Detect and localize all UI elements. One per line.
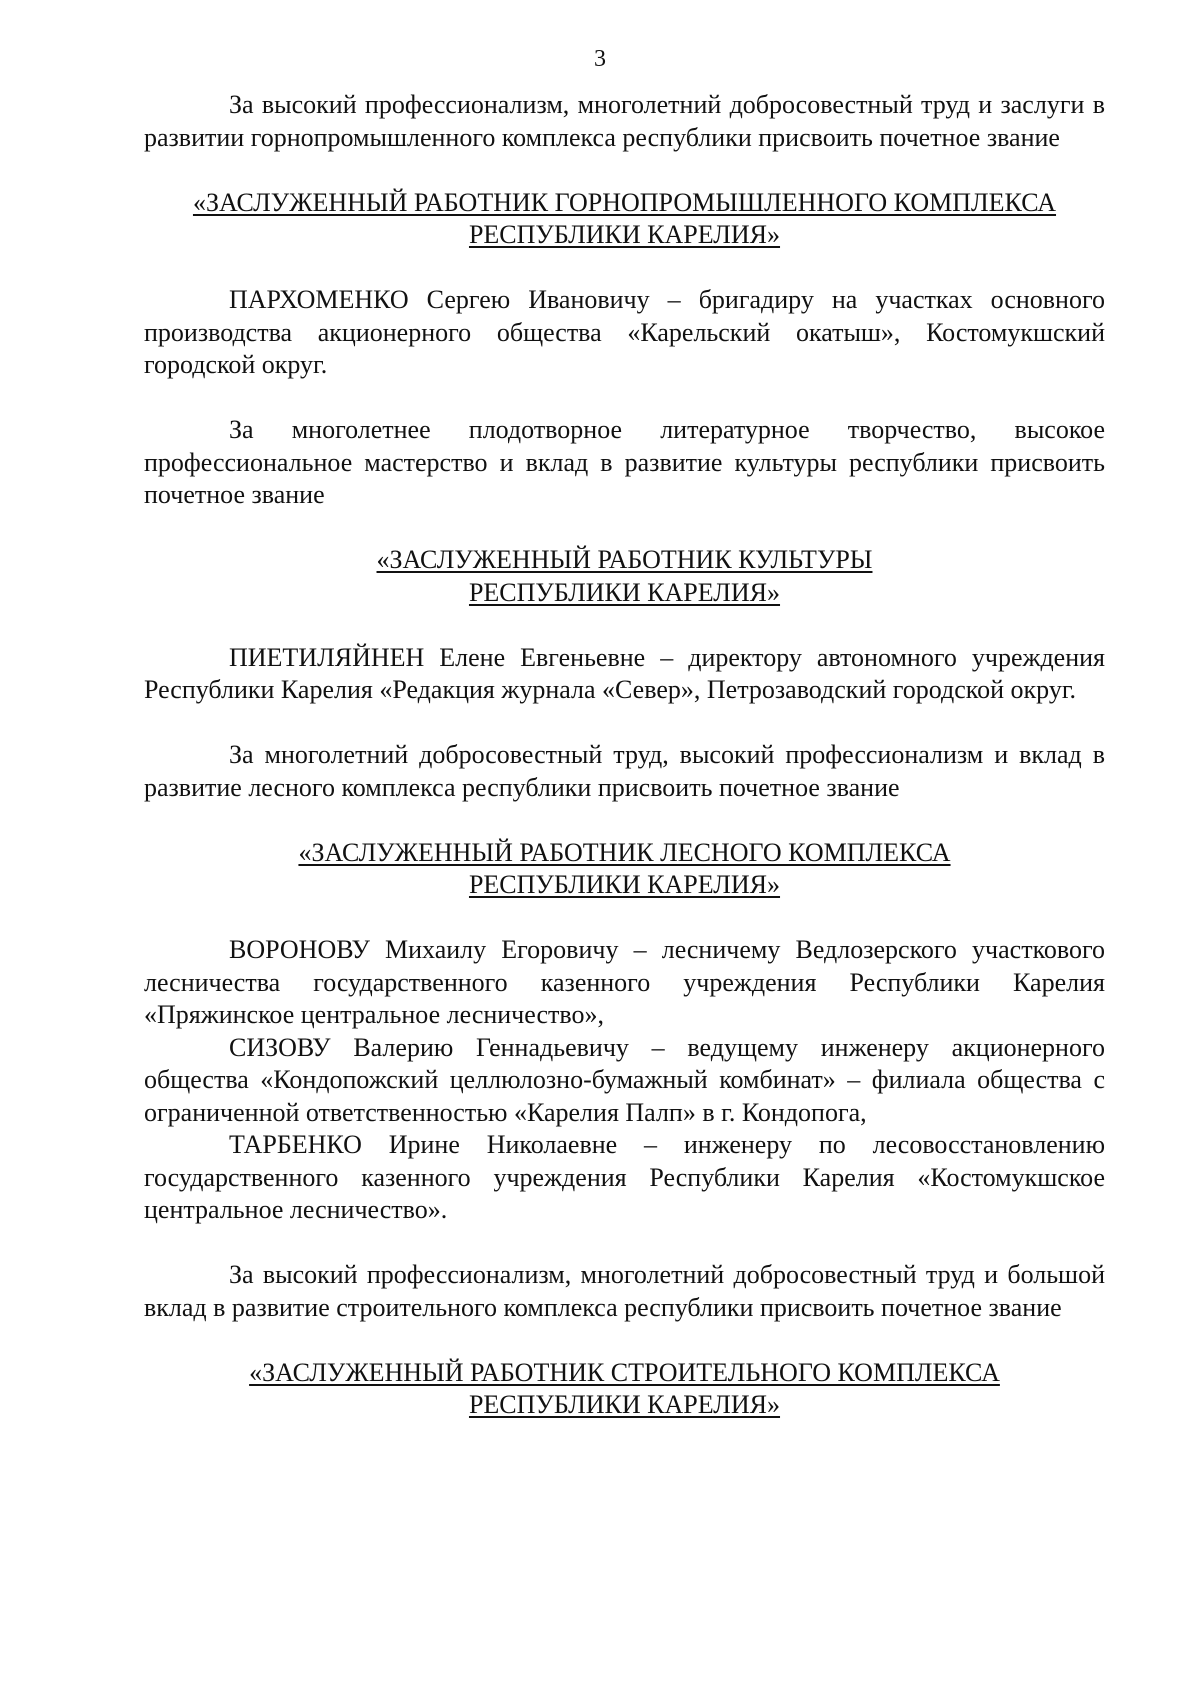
- body-paragraph: За высокий профессионализм, многолетний добросовестный труд и большой вклад в развитие строительного комплекса республики присвоить почетное звание: [144, 1260, 1105, 1322]
- paragraph-spacer: [144, 154, 1105, 187]
- paragraph-spacer: [144, 1227, 1105, 1260]
- body-paragraph: За высокий профессионализм, многолетний добросовестный труд и заслуги в развитии горнопромышленного комплекса республики присвоить почетное звание: [144, 90, 1105, 152]
- paragraph-spacer: [144, 609, 1105, 642]
- body-paragraph: СИЗОВУ Валерию Геннадьевичу – ведущему инженеру акционерного общества «Кондопожский целлюлозно-бумажный комбинат» – филиала общества с ограниченной ответственностью «Карелия Палп» в г. Кондопога,: [144, 1032, 1105, 1127]
- body-paragraph: ВОРОНОВУ Михаилу Егоровичу – лесничему Ведлозерского участкового лесничества государственного казенного учреждения Республики Карелия «Пряжинское центральное лесничество»,: [144, 935, 1105, 1029]
- body-paragraph: ПАРХОМЕНКО Сергею Ивановичу – бригадиру на участках основного производства акционерного общества «Карельский окатыш», Костомукшский городской округ.: [144, 285, 1105, 379]
- body-paragraph: ПИЕТИЛЯЙНЕН Елене Евгеньевне – директору автономного учреждения Республики Карелия «Редакция журнала «Север», Петрозаводский городской округ.: [144, 642, 1105, 704]
- paragraph-spacer: [144, 252, 1105, 285]
- body-paragraph: За многолетний добросовестный труд, высокий профессионализм и вклад в развитие лесного комплекса республики присвоить почетное звание: [144, 740, 1105, 802]
- paragraph-spacer: [144, 707, 1105, 740]
- page-number: 3: [594, 46, 606, 72]
- honorary-title: [144, 187, 1105, 252]
- paragraph-spacer: [144, 382, 1105, 415]
- honorary-title-line: РЕСПУБЛИКИ КАРЕЛИЯ»: [468, 1390, 781, 1419]
- body-paragraph: ТАРБЕНКО Ирине Николаевне – инженеру по лесовосстановлению государственного казенного учреждения Республики Карелия «Костомукшское центральное лесничество».: [144, 1130, 1105, 1224]
- honorary-title-line: «ЗАСЛУЖЕННЫЙ РАБОТНИК СТРОИТЕЛЬНОГО КОМПЛЕКСА: [249, 1357, 1000, 1387]
- honorary-title-line: «ЗАСЛУЖЕННЫЙ РАБОТНИК КУЛЬТУРЫ: [376, 545, 873, 574]
- honorary-title-line: «ЗАСЛУЖЕННЫЙ РАБОТНИК ЛЕСНОГО КОМПЛЕКСА: [298, 837, 951, 867]
- honorary-title: [144, 837, 1105, 902]
- document-body: [144, 89, 1105, 1422]
- body-paragraph: За многолетнее плодотворное литературное творчество, высокое профессиональное мастерство и вклад в развитие культуры республики присвоить почетное звание: [144, 415, 1105, 509]
- paragraph-spacer: [144, 512, 1105, 545]
- honorary-title: [144, 1357, 1105, 1422]
- paragraph-spacer: [144, 1324, 1105, 1357]
- honorary-title-line: РЕСПУБЛИКИ КАРЕЛИЯ»: [468, 870, 781, 899]
- paragraph-spacer: [144, 902, 1105, 935]
- honorary-title-line: РЕСПУБЛИКИ КАРЕЛИЯ»: [468, 220, 781, 249]
- honorary-title: [144, 544, 1105, 609]
- honorary-title-line: «ЗАСЛУЖЕННЫЙ РАБОТНИК ГОРНОПРОМЫШЛЕННОГО КОМПЛЕКСА: [192, 187, 1057, 217]
- paragraph-spacer: [144, 804, 1105, 837]
- honorary-title-line: РЕСПУБЛИКИ КАРЕЛИЯ»: [468, 577, 781, 607]
